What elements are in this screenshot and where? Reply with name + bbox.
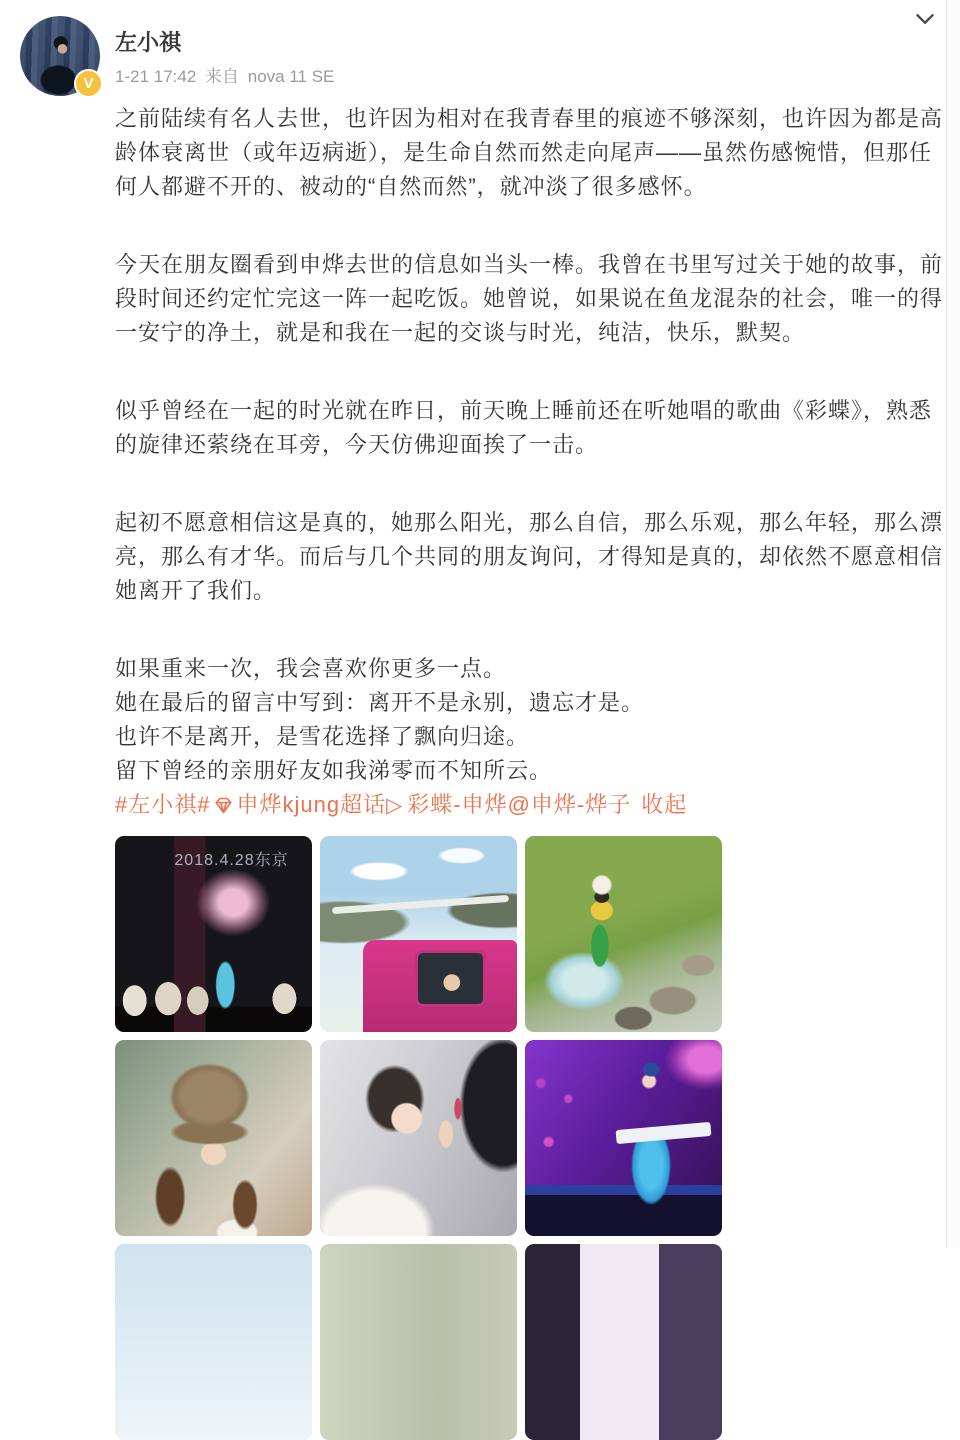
photo-thumbnail-selfie-peace[interactable] [320,1040,517,1236]
chevron-down-icon[interactable] [912,6,938,32]
paragraph-4: 起初不愿意相信这是真的，她那么阳光，那么自信，那么乐观，那么年轻，那么漂亮，那么有才华。而后与几个共同的朋友询问，才得知是真的，却依然不愿意相信她离开了我们。 [115,510,944,603]
source-prefix: 来自 [205,67,240,86]
photo-thumbnail-stage-keyboard[interactable] [525,1040,722,1236]
username[interactable]: 左小祺 [115,30,182,55]
source-device[interactable]: nova 11 SE [247,67,335,86]
photo-thumbnail-river-hills[interactable] [525,836,722,1032]
collapse-link[interactable]: 收起 [641,792,688,817]
paragraph-2: 今天在朋友圈看到申烨去世的信息如当头一棒。我曾在书里写过关于她的故事，前段时间还约定忙完这一阵一起吃饭。她曾说，如果说在鱼龙混杂的社会，唯一的得一安宁的净土，就是和我在一起的交谈与时光，纯洁，快乐，默契。 [115,252,944,345]
post-time: 1-21 17:42 [115,67,197,86]
paragraph-3: 似乎曾经在一起的时光就在昨日，前天晚上睡前还在听她唱的歌曲《彩蝶》，熟悉的旋律还萦绕在耳旁，今天仿佛迎面挨了一击。 [115,398,933,457]
photo-thumbnail-stage-tokyo[interactable] [115,836,312,1032]
closing-line-4: 留下曾经的亲朋好友如我涕零而不知所云。 [115,758,553,783]
supertopic-play-icon: ▷ [386,794,404,817]
photo-thumbnail-row3-3[interactable] [525,1244,722,1440]
paragraph-1: 之前陆续有名人去世，也许因为相对在我青春里的痕迹不够深刻，也许因为都是高龄体衰离世（或年迈病逝），是生命自然而然走向尾声——虽然伤感惋惜，但那任何人都避不开的、被动的“自然而然”，就冲淡了很多感怀。 [115,106,944,199]
verified-badge-icon: V [74,69,103,98]
photo-thumbnail-row3-1[interactable] [115,1244,312,1440]
hashtag-link[interactable]: #左小祺# [115,792,211,817]
supertopic-link[interactable]: 申烨kjung超话 [236,792,387,817]
closing-line-1: 如果重来一次，我会喜欢你更多一点。 [115,656,507,681]
jeep-window-art [415,950,486,1007]
scrollbar-track[interactable] [946,0,960,1248]
closing-line-2: 她在最后的留言中写到：离开不是永别，遗忘才是。 [115,690,645,715]
supertopic-gem-icon [213,795,234,815]
post-meta [115,62,338,87]
avatar[interactable] [20,16,100,96]
mention-link[interactable]: @申烨-烨子 [507,792,632,817]
closing-lines [115,652,945,788]
photo-thumbnail-pink-jeep[interactable] [320,836,517,1032]
photo-date-overlay: 2018.4.28东京 [174,852,289,869]
closing-line-3: 也许不是离开，是雪花选择了飘向归途。 [115,724,530,749]
post-content [115,102,945,823]
roof-bar-art [332,894,509,913]
video-link[interactable]: 彩蝶-申烨 [407,792,508,817]
photo-thumbnail-knit-hat[interactable] [115,1040,312,1236]
photo-thumbnail-row3-2[interactable] [320,1244,517,1440]
link-line [115,788,945,823]
keyboard-art [615,1122,710,1144]
photo-grid [115,836,722,1440]
